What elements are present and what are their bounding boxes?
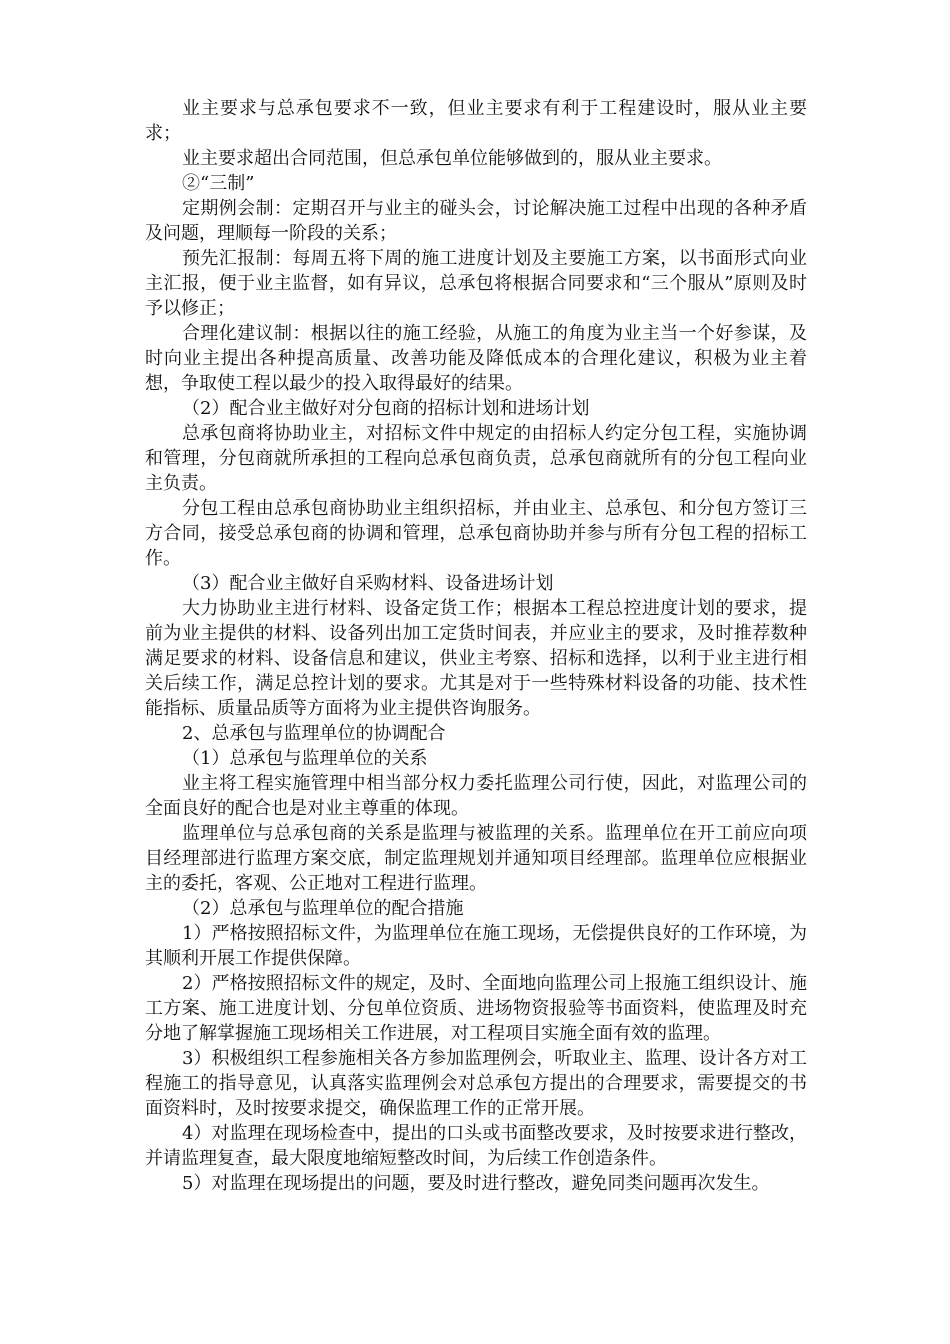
paragraph-supervision-relationship: 监理单位与总承包商的关系是监理与被监理的关系。监理单位在开工前应向项目经理部进行监理方案交底，制定监理规划并通知项目经理部。监理单位应根据业主的委托，客观、公正地对工程进行监理。 bbox=[145, 823, 807, 894]
heading-three-systems: ②“三制” bbox=[182, 173, 255, 194]
paragraph-advance-report: 预先汇报制：每周五将下周的施工进度计划及主要施工方案，以书面形式向业主汇报，便于业主监督，如有异议，总承包将根据合同要求和“三个服从”原则及时予以修正； bbox=[145, 248, 807, 319]
paragraph-owner-requirement-conflict: 业主要求与总承包要求不一致，但业主要求有利于工程建设时，服从业主要求； bbox=[145, 98, 807, 144]
list-item-measure-3: 3）积极组织工程参施相关各方参加监理例会，听取业主、监理、设计各方对工程施工的指导意见，认真落实监理例会对总承包方提出的合理要求，需要提交的书面资料时，及时按要求提交，确保监理工作的正常开展。 bbox=[145, 1048, 807, 1119]
document-page bbox=[145, 96, 807, 1196]
paragraph-material-ordering: 大力协助业主进行材料、设备定货工作；根据本工程总控进度计划的要求，提前为业主提供的材料、设备列出加工定货时间表，并应业主的要求，及时推荐数种满足要求的材料、设备信息和建议，供业主考察、招标和选择，以利于业主进行相关后续工作，满足总控计划的要求。尤其是对于一些特殊材料设备的功能、技术性能指标、质量品质等方面将为业主提供咨询服务。 bbox=[145, 598, 807, 719]
list-item-measure-5: 5）对监理在现场提出的问题，要及时进行整改，避免同类问题再次发生。 bbox=[182, 1173, 770, 1194]
heading-owner-procurement: （3）配合业主做好自采购材料、设备进场计划 bbox=[182, 573, 554, 594]
paragraph-regular-meeting: 定期例会制：定期召开与业主的碰头会，讨论解决施工过程中出现的各种矛盾及问题，理顺每一阶段的关系； bbox=[145, 198, 807, 244]
paragraph-owner-delegation: 业主将工程实施管理中相当部分权力委托监理公司行使，因此，对监理公司的全面良好的配合也是对业主尊重的体现。 bbox=[145, 773, 807, 819]
heading-supervision-relationship: （1）总承包与监理单位的关系 bbox=[182, 748, 428, 769]
list-item-measure-1: 1）严格按照招标文件，为监理单位在施工现场，无偿提供良好的工作环境，为其顺利开展工作提供保障。 bbox=[145, 923, 807, 969]
list-item-measure-2: 2）严格按照招标文件的规定，及时、全面地向监理公司上报施工组织设计、施工方案、施工进度计划、分包单位资质、进场物资报验等书面资料，使监理及时充分地了解掌握施工现场相关工作进展，对工程项目实施全面有效的监理。 bbox=[145, 973, 807, 1044]
heading-subcontract-bidding: （2）配合业主做好对分包商的招标计划和进场计划 bbox=[182, 398, 590, 419]
heading-supervision-measures: （2）总承包与监理单位的配合措施 bbox=[182, 898, 464, 919]
paragraph-owner-requirement-beyond-contract: 业主要求超出合同范围，但总承包单位能够做到的，服从业主要求。 bbox=[182, 148, 722, 169]
paragraph-rational-suggestion: 合理化建议制：根据以往的施工经验，从施工的角度为业主当一个好参谋，及时向业主提出各种提高质量、改善功能及降低成本的合理化建议，积极为业主着想，争取使工程以最少的投入取得最好的结果。 bbox=[145, 323, 807, 394]
heading-supervision-coordination: 2、总承包与监理单位的协调配合 bbox=[182, 723, 446, 744]
paragraph-subcontract-coordination: 总承包商将协助业主，对招标文件中规定的由招标人约定分包工程，实施协调和管理，分包商就所承担的工程向总承包商负责，总承包商就所有的分包工程向业主负责。 bbox=[145, 423, 807, 494]
paragraph-subcontract-bidding: 分包工程由总承包商协助业主组织招标，并由业主、总承包、和分包方签订三方合同，接受总承包商的协调和管理，总承包商协助并参与所有分包工程的招标工作。 bbox=[145, 498, 807, 569]
list-item-measure-4: 4）对监理在现场检查中，提出的口头或书面整改要求，及时按要求进行整改，并请监理复查，最大限度地缩短整改时间，为后续工作创造条件。 bbox=[145, 1123, 807, 1169]
